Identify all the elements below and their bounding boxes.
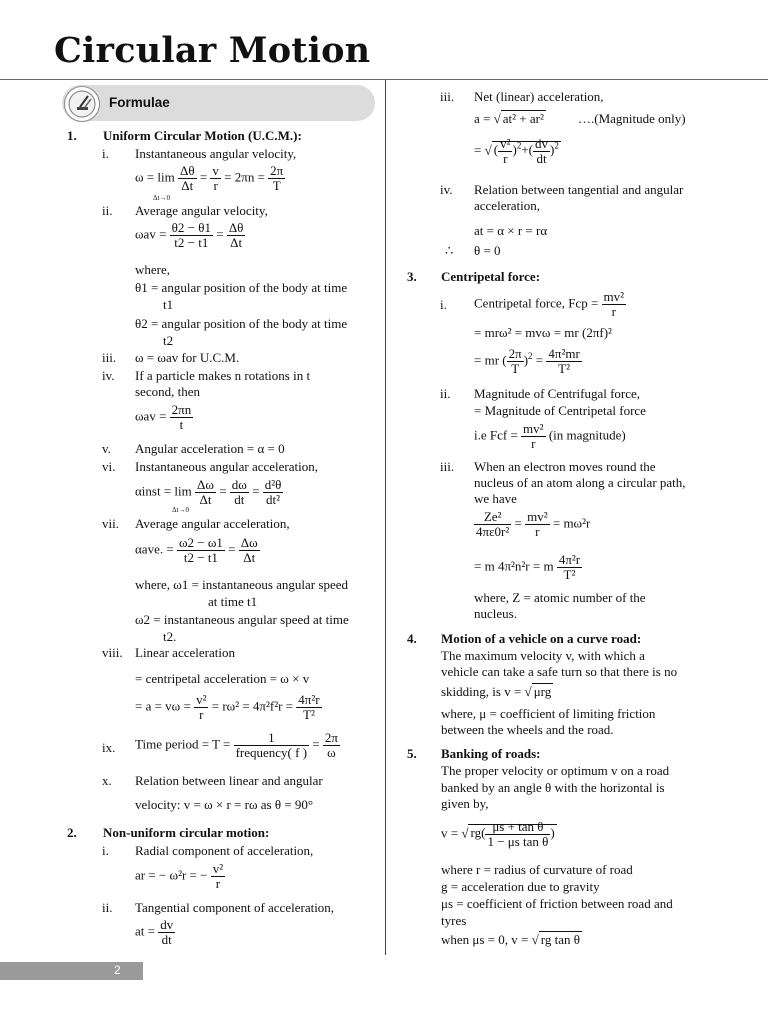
section-number: 2.: [67, 825, 77, 840]
item-label: ix.: [102, 740, 116, 755]
item-text: Angular acceleration = α = 0: [135, 441, 285, 456]
equation: θ = 0: [474, 243, 501, 258]
item-text: Tangential component of acceleration,: [135, 900, 335, 915]
eq-num: 4π²r: [558, 552, 581, 567]
eq-text: = a = vω =: [135, 698, 191, 714]
equation: = mrω² = mvω = mr (2πf)²: [474, 325, 612, 340]
item-text: second, then: [135, 384, 200, 399]
eq-den: ω: [327, 745, 336, 760]
section-title: Centripetal force:: [441, 269, 541, 284]
formulae-label: Formulae: [109, 95, 170, 110]
eq-num: mv²: [523, 421, 544, 436]
definition: t2.: [163, 629, 177, 644]
eq-root: rg tan θ: [540, 932, 580, 947]
item-label: x.: [102, 773, 112, 788]
lim-subscript: Δt→0: [153, 194, 170, 202]
definition: t1: [163, 297, 174, 312]
definition: θ1 = angular position of the body at time: [135, 280, 348, 295]
eq-num: v²: [212, 861, 224, 876]
item-text: Magnitude of Centrifugal force,: [474, 386, 641, 401]
section-title: Banking of roads:: [441, 746, 541, 761]
eq-text: =: [514, 515, 522, 531]
definition: g = acceleration due to gravity: [441, 879, 600, 894]
eq-den: frequency( f ): [235, 745, 308, 760]
eq-text: (in magnitude): [548, 427, 626, 443]
eq-den: r: [199, 707, 204, 722]
definition: ω2 = instantaneous angular speed at time: [135, 612, 349, 627]
equation: [135, 918, 175, 947]
page-title: Circular Motion: [54, 30, 371, 71]
equation: at = α × r = rα: [474, 223, 548, 238]
equation: [474, 510, 590, 539]
eq-text: = m 4π²n²r = m: [474, 558, 554, 574]
therefore-symbol: ∴: [445, 243, 454, 258]
eq-den: t: [179, 417, 184, 432]
equation: ωav = $\frac{\theta 2 - \theta 1}{t2 - t1}$ = $\frac{\Delta\theta}{\Delta t}$: [135, 220, 244, 250]
where-label: where,: [135, 262, 171, 277]
definition: t2: [163, 333, 174, 348]
formulae-icon: [64, 86, 100, 122]
item-label: iii.: [440, 89, 455, 104]
title-rule: [0, 79, 768, 80]
item-label: vii.: [102, 516, 119, 531]
eq-den: 1 − μs tan θ: [487, 834, 549, 849]
equation: [474, 422, 626, 451]
eq-num: 1: [234, 731, 309, 746]
section-number: 3.: [407, 269, 417, 284]
definition: nucleus.: [474, 606, 517, 621]
eq-num: 4π²mr: [548, 346, 580, 361]
eq-num: 2πn: [171, 402, 192, 417]
eq-num: d²θ: [264, 477, 282, 492]
eq-den: Δt: [230, 235, 243, 250]
item-label: iii.: [102, 350, 117, 365]
eq-den: T: [272, 178, 281, 193]
eq-den: dt: [161, 932, 172, 947]
eq-num: Ze²: [474, 510, 511, 525]
equation: a = √ at² + ar²: [474, 111, 544, 126]
item-label: ii.: [102, 203, 113, 218]
eq-den: r: [611, 304, 616, 319]
item-text: Average angular acceleration,: [135, 516, 290, 531]
eq-den: r: [213, 178, 218, 193]
eq-num: dv: [160, 917, 174, 932]
eq-num: v²: [500, 136, 511, 151]
eq-den: Δt: [199, 492, 212, 507]
eq-den: dt²: [265, 492, 280, 507]
equation: Time period = T = $\frac{1}{\text{frequency( f )}}$ = $\frac{2\pi}{\omega}$: [135, 730, 338, 760]
eq-den: T²: [303, 707, 315, 722]
lim-subscript: Δt→0: [172, 506, 189, 514]
item-label: i.: [102, 146, 109, 161]
eq-den: dt: [536, 151, 547, 166]
eq-num: 4π²r: [298, 692, 320, 707]
eq-num: μs + tan θ: [485, 820, 550, 835]
item-text: ω = ωav for U.C.M.: [135, 350, 240, 365]
paragraph-line: given by,: [441, 796, 489, 811]
eq-den: Δt: [181, 178, 194, 193]
eq-text: Time period = T =: [135, 736, 231, 752]
item-text: When an electron moves round the: [474, 459, 656, 474]
equation: = mr ( $\frac{2\pi}{T}$ )$^2$ = $\frac{\text{4π²mr}}{\text{T²}}$: [474, 346, 580, 376]
eq-num: dω: [231, 477, 247, 492]
definition: where, Z = atomic number of the: [474, 590, 646, 605]
equation: v = √ rg( $\frac{\text{μs + tan θ}}{\text{1 − μs tan θ}}$ ): [441, 819, 555, 849]
eq-num: Δθ: [228, 220, 244, 235]
eq-num: 2π: [270, 163, 284, 178]
equation: ω = lim $\frac{\Delta\theta}{\Delta t}$ = $\frac{v}{r}$ = 2πn = $\frac{2\pi}{T}$: [135, 163, 284, 193]
item-text: Instantaneous angular velocity,: [135, 146, 297, 161]
eq-text: αinst = lim: [135, 483, 192, 499]
eq-den: r: [531, 436, 536, 451]
definition: tyres: [441, 913, 467, 928]
paragraph-line: banked by an angle θ with the horizontal is: [441, 780, 665, 795]
eq-text: Centripetal force, Fcp =: [474, 295, 599, 311]
eq-den: t2 − t1: [174, 235, 209, 250]
item-label: ii.: [102, 900, 113, 915]
item-text: nucleus of an atom along a circular path,: [474, 475, 686, 490]
item-label: iv.: [102, 368, 115, 383]
paragraph-line: between the wheels and the road.: [441, 722, 614, 737]
eq-num: mv²: [527, 509, 548, 524]
eq-den: r: [503, 151, 508, 166]
eq-text: =: [535, 352, 544, 368]
item-text: Relation between linear and angular: [135, 773, 323, 788]
eq-num: θ2 − θ1: [171, 220, 211, 235]
eq-text: ωav =: [135, 226, 167, 242]
eq-text: = mω²r: [552, 515, 591, 531]
definition: θ2 = angular position of the body at time: [135, 316, 348, 331]
section-number: 5.: [407, 746, 417, 761]
equation: skidding, is v = √ μrg: [441, 684, 552, 699]
eq-num: Δθ: [179, 163, 195, 178]
section-title: Motion of a vehicle on a curve road:: [441, 631, 642, 646]
section-title: Non-uniform circular motion:: [103, 825, 270, 840]
definition: where, ω1 = instantaneous angular speed: [135, 577, 348, 592]
item-text: Net (linear) acceleration,: [474, 89, 604, 104]
eq-num: Δω: [240, 535, 258, 550]
item-label: iv.: [440, 182, 453, 197]
eq-den: 4πε0r²: [476, 524, 510, 539]
eq-text: = 2πn =: [224, 169, 265, 185]
equation: [474, 290, 626, 319]
eq-den: T²: [563, 567, 576, 582]
eq-root: μrg: [533, 684, 552, 699]
eq-text: when μs = 0, v =: [441, 932, 529, 947]
eq-num: v: [212, 163, 219, 178]
item-text: Relation between tangential and angular: [474, 182, 684, 197]
eq-num: dv: [535, 136, 548, 151]
eq-text: =: [474, 142, 482, 158]
equation: [135, 693, 322, 722]
footer-bar: [0, 962, 143, 980]
equation: = √ ( $\frac{\text{v²}}{r}$ )$^2$+( $\frac{dv}{dt}$ )$^2$: [474, 136, 559, 166]
eq-text: skidding, is v =: [441, 684, 522, 699]
item-text: acceleration,: [474, 198, 541, 213]
paragraph-line: The maximum velocity v, with which a: [441, 648, 645, 663]
eq-root: at² + ar²: [502, 111, 544, 126]
eq-den: T: [511, 361, 520, 376]
eq-den: r: [215, 876, 221, 891]
equation: [135, 862, 225, 891]
paragraph-line: The proper velocity or optimum v on a road: [441, 763, 670, 778]
item-text: Average angular velocity,: [135, 203, 268, 218]
equation: αave. = $\frac{\omega 2 - \omega 1}{t2 - t1}$ = $\frac{\Delta\omega}{\Delta t}$: [135, 535, 258, 565]
equation: when μs = 0, v = √ rg tan θ: [441, 932, 580, 947]
item-label: i.: [440, 297, 447, 312]
item-label: v.: [102, 441, 111, 456]
eq-text: ar = − ω²r = −: [135, 867, 208, 883]
eq-text: at =: [135, 923, 155, 939]
eq-text: αave. =: [135, 541, 174, 557]
paragraph-line: where, μ = coefficient of limiting friction: [441, 706, 656, 721]
definition: where r = radius of curvature of road: [441, 862, 633, 877]
eq-den: T²: [558, 361, 571, 376]
eq-text: ωav =: [135, 408, 167, 424]
eq-num: 2π: [508, 346, 522, 361]
eq-num: mv²: [603, 289, 625, 304]
item-label: vi.: [102, 459, 116, 474]
item-text: Radial component of acceleration,: [135, 843, 314, 858]
eq-num: ω2 − ω1: [178, 535, 223, 550]
section-title: Uniform Circular Motion (U.C.M.):: [103, 128, 302, 143]
section-number: 4.: [407, 631, 417, 646]
paragraph-line: vehicle can take a safe turn so that there is no: [441, 664, 678, 679]
item-text: we have: [474, 491, 517, 506]
equation: αinst = lim $\frac{\Delta\omega}{\Delta t}$ = $\frac{d\omega}{dt}$ = $\frac{\text{d²θ}}{\text{dt²}}$: [135, 477, 282, 507]
item-label: iii.: [440, 459, 455, 474]
eq-text: = rω² = 4π²f²r =: [211, 698, 294, 714]
item-text: Linear acceleration: [135, 645, 235, 660]
eq-text: = mr: [474, 352, 500, 368]
equation: velocity: v = ω × r = rω as θ = 90°: [135, 797, 314, 812]
equation: [135, 403, 193, 432]
item-label: i.: [102, 843, 109, 858]
equation: = centripetal acceleration = ω × v: [135, 671, 310, 686]
eq-den: dt: [234, 492, 245, 507]
section-number: 1.: [67, 128, 77, 143]
eq-text: rg: [470, 825, 482, 841]
eq-den: r: [535, 524, 540, 539]
eq-text: v =: [441, 825, 459, 841]
eq-num: Δω: [197, 477, 214, 492]
definition: μs = coefficient of friction between road and: [441, 896, 673, 911]
item-text: If a particle makes n rotations in t: [135, 368, 311, 383]
item-text: = Magnitude of Centripetal force: [474, 403, 646, 418]
item-label: ii.: [440, 386, 451, 401]
eq-num: v²: [196, 692, 207, 707]
definition: at time t1: [208, 594, 258, 609]
page-number: 2: [114, 963, 121, 977]
item-text: Instantaneous angular acceleration,: [135, 459, 318, 474]
eq-num: 2π: [324, 730, 338, 745]
eq-den: Δt: [243, 550, 256, 565]
eq-den: t2 − t1: [183, 550, 218, 565]
eq-text: a =: [474, 111, 491, 126]
eq-text: i.e Fcf =: [474, 427, 518, 443]
item-label: viii.: [102, 645, 123, 660]
eq-text: ω = lim: [135, 169, 175, 185]
equation: [474, 553, 582, 582]
column-divider: [385, 80, 386, 955]
note: ….(Magnitude only): [578, 111, 686, 126]
